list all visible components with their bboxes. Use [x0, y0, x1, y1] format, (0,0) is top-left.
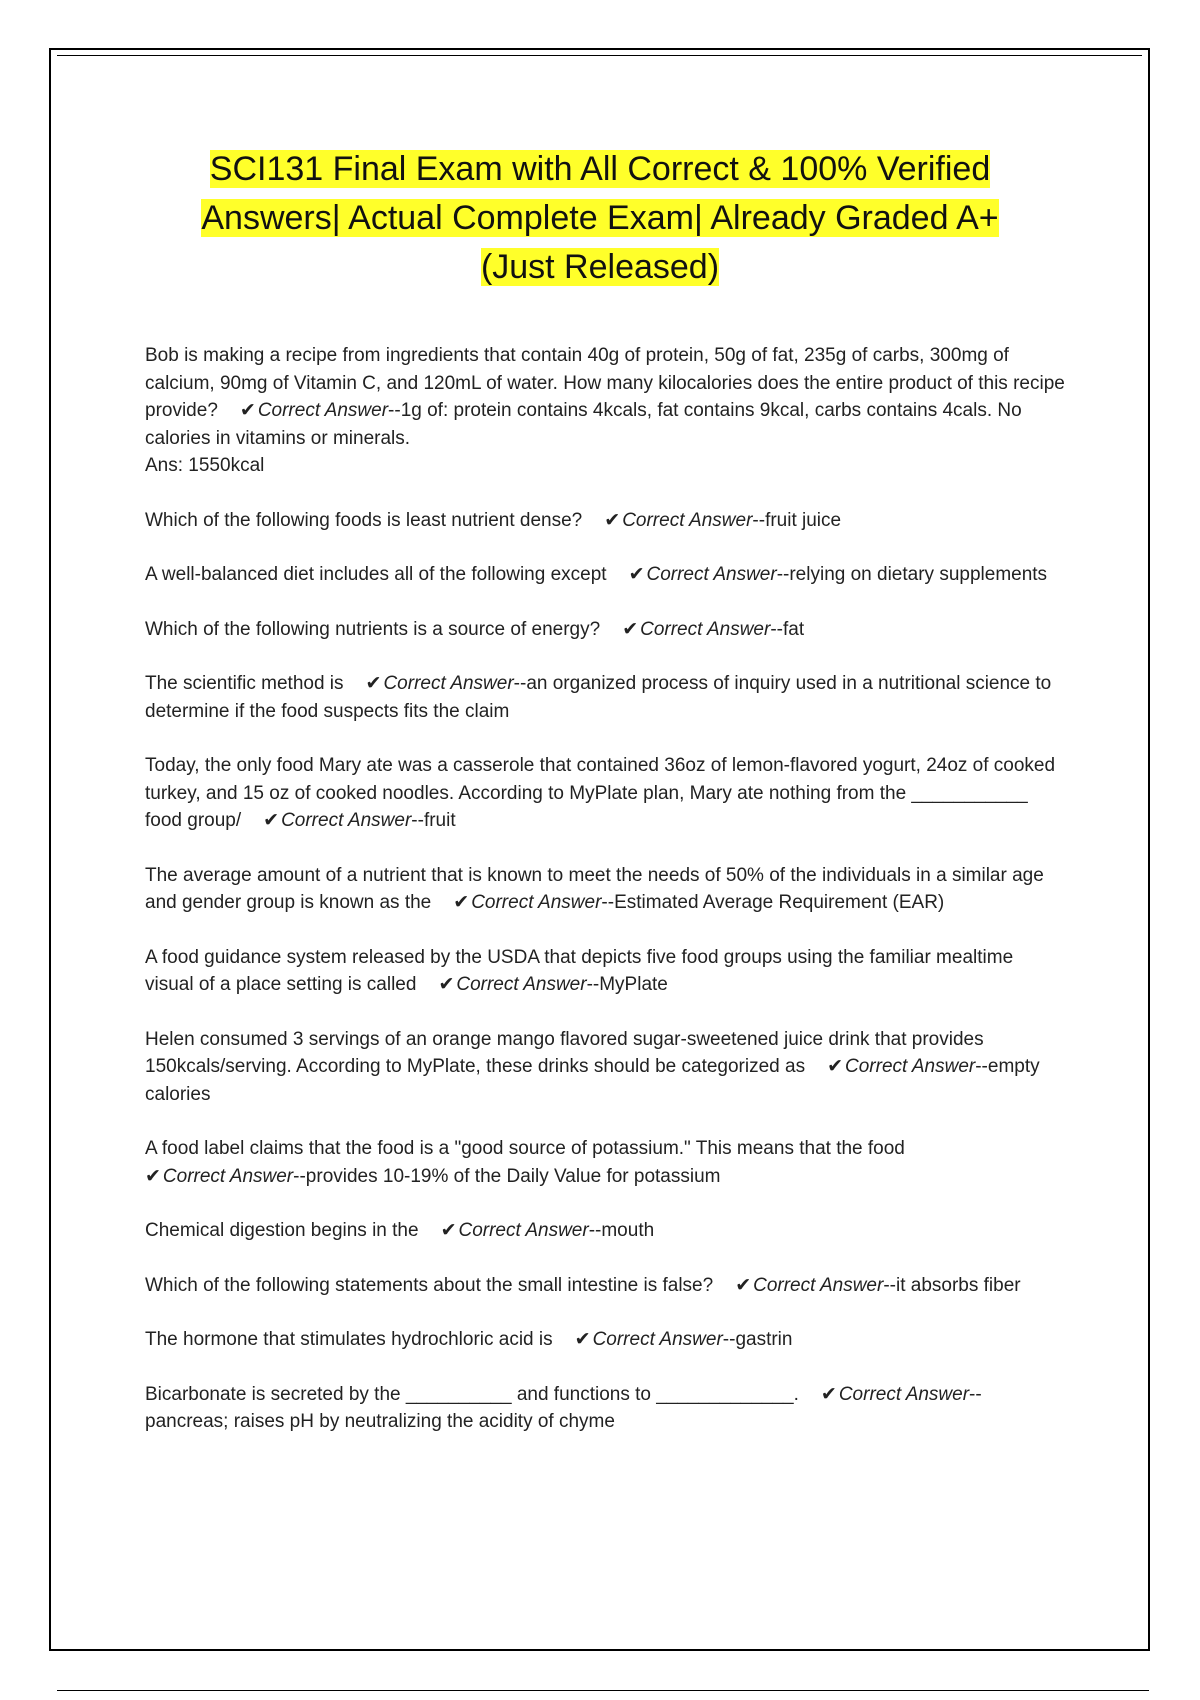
qa-item [145, 1381, 1065, 1436]
checkmark-icon: ✔ [628, 564, 645, 585]
answer-label: Correct Answer [622, 509, 753, 531]
answer-label: Correct Answer [838, 1383, 970, 1405]
question-text: Which of the following nutrients is a source of energy? [145, 618, 601, 640]
checkmark-icon: ✔ [263, 810, 280, 831]
answer [622, 619, 804, 640]
qa-item [145, 616, 1065, 644]
question-text: A food guidance system released by the USDA that depicts five food groups using the familiar mealtime visual of a place setting is called [145, 946, 1014, 995]
checkmark-icon: ✔ [438, 974, 455, 995]
answer [453, 892, 944, 913]
qa-item [145, 752, 1065, 835]
answer-separator: -- [601, 892, 615, 913]
question-text: Bob is making a recipe from ingredients that contain 40g of protein, 50g of fat, 235g of carbs, 300mg of calcium, 90mg of Vitamin C, and 120mL of water. How many kilocalories does the entire product of this recipe provide? [145, 345, 1065, 421]
answer-separator: -- [770, 618, 783, 640]
answer-text: it absorbs fiber [895, 1274, 1021, 1296]
answer-text: gastrin [735, 1329, 793, 1350]
qa-item [145, 670, 1065, 725]
answer-separator: -- [411, 810, 424, 831]
footer-rule [57, 1690, 1149, 1691]
question-text: Bicarbonate is secreted by the __________ and functions to _____________. [145, 1383, 799, 1405]
answer [145, 1166, 721, 1187]
answer-text: pancreas; raises pH by neutralizing the acidity of chyme [145, 1411, 615, 1432]
checkmark-icon: ✔ [453, 892, 470, 913]
answer-separator: -- [883, 1274, 896, 1296]
answer-text: fat [782, 618, 805, 640]
question-text: Which of the following foods is least nutrient dense? [145, 509, 583, 531]
answer [438, 974, 667, 995]
answer-label: Correct Answer [257, 400, 389, 421]
answer-separator: -- [293, 1165, 306, 1187]
question-text: The hormone that stimulates hydrochloric acid is [145, 1329, 553, 1350]
qa-item [145, 1272, 1065, 1300]
answer-label: Correct Answer [458, 1220, 589, 1241]
title-line-2: Answers| Actual Complete Exam| Already Graded A+ [201, 199, 999, 237]
qa-item [145, 342, 1065, 480]
checkmark-icon: ✔ [145, 1165, 161, 1187]
answer-label: Correct Answer [162, 1165, 294, 1187]
question-text: The scientific method is [145, 673, 344, 694]
answer-label: Correct Answer [753, 1274, 884, 1296]
document-title [120, 145, 1080, 292]
answer-text: relying on dietary supplements [789, 564, 1048, 585]
answer-separator: -- [388, 400, 401, 421]
checkmark-icon: ✔ [440, 1220, 457, 1241]
question-text: Chemical digestion begins in the [145, 1220, 419, 1241]
checkmark-icon: ✔ [735, 1274, 752, 1296]
checkmark-icon: ✔ [574, 1329, 591, 1350]
checkmark-icon: ✔ [622, 618, 639, 640]
answer-label: Correct Answer [646, 564, 777, 585]
answer [441, 1220, 655, 1241]
answer-label: Correct Answer [456, 974, 587, 995]
answer-text: MyPlate [599, 974, 668, 995]
answer-label: Correct Answer [383, 673, 514, 694]
answer [629, 564, 1048, 585]
answer [263, 810, 455, 831]
answer-separator: -- [752, 509, 766, 531]
answer-text: provides 10-19% of the Daily Value for potassium [305, 1165, 721, 1187]
answer-text: mouth [601, 1220, 655, 1241]
qa-item [145, 1135, 1065, 1190]
question-text: A well-balanced diet includes all of the following except [145, 564, 607, 585]
header-rule [57, 55, 1142, 56]
answer [604, 510, 841, 531]
qa-list [145, 342, 1065, 1463]
answer [735, 1275, 1020, 1296]
answer-separator: -- [513, 673, 527, 694]
title-line-1: SCI131 Final Exam with All Correct & 100% Verified [209, 150, 991, 188]
answer [575, 1329, 793, 1350]
qa-item [145, 507, 1065, 535]
question-text: A food label claims that the food is a "good source of potassium." This means that the food [145, 1138, 905, 1159]
answer-text: 1g of: protein contains 4kcals, fat contains 9kcal, carbs contains 4cals. No calories in vitamins or minerals. [145, 400, 1022, 449]
answer-label: Correct Answer [592, 1329, 723, 1350]
answer-text: Estimated Average Requirement (EAR) [614, 892, 945, 913]
answer-separator: -- [586, 974, 600, 995]
qa-item [145, 1026, 1065, 1109]
answer-text: empty calories [145, 1056, 1040, 1105]
answer-separator: -- [588, 1220, 602, 1241]
question-text: The average amount of a nutrient that is known to meet the needs of 50% of the individuals in a similar age and gender group is known as the [145, 864, 1044, 913]
answer-text: fruit juice [765, 509, 842, 531]
qa-item [145, 862, 1065, 917]
answer-label: Correct Answer [845, 1056, 976, 1077]
checkmark-icon: ✔ [239, 400, 256, 421]
checkmark-icon: ✔ [604, 509, 621, 531]
checkmark-icon: ✔ [820, 1383, 837, 1405]
answer [145, 400, 1022, 449]
answer-separator: -- [722, 1329, 736, 1350]
answer-text: fruit [423, 810, 456, 831]
answer-text: an organized process of inquiry used in a nutritional science to determine if the food suspects fits the claim [145, 673, 1052, 722]
checkmark-icon: ✔ [365, 673, 382, 694]
question-text: Helen consumed 3 servings of an orange mango flavored sugar-sweetened juice drink that provides 150kcals/serving. According to MyPlate, these drinks should be categorized as [145, 1028, 984, 1077]
qa-item [145, 1217, 1065, 1245]
answer-separator: -- [776, 564, 790, 585]
qa-item [145, 944, 1065, 999]
answer-label: Correct Answer [640, 618, 771, 640]
title-line-3: (Just Released) [480, 248, 720, 286]
checkmark-icon: ✔ [827, 1056, 844, 1077]
answer-label: Correct Answer [471, 892, 602, 913]
question-text: Which of the following statements about the small intestine is false? [145, 1274, 714, 1296]
qa-item [145, 1326, 1065, 1354]
answer-separator: -- [975, 1056, 988, 1077]
answer-separator: -- [969, 1383, 982, 1405]
answer-extra: Ans: 1550kcal [145, 455, 265, 476]
qa-item [145, 561, 1065, 589]
question-text: Today, the only food Mary ate was a casserole that contained 36oz of lemon-flavored yogurt, 24oz of cooked turkey, and 15 oz of cooked noodles. According to MyPlate plan, Mary ate nothing from the ___________ food group/ [145, 755, 1056, 831]
answer-label: Correct Answer [281, 810, 412, 831]
